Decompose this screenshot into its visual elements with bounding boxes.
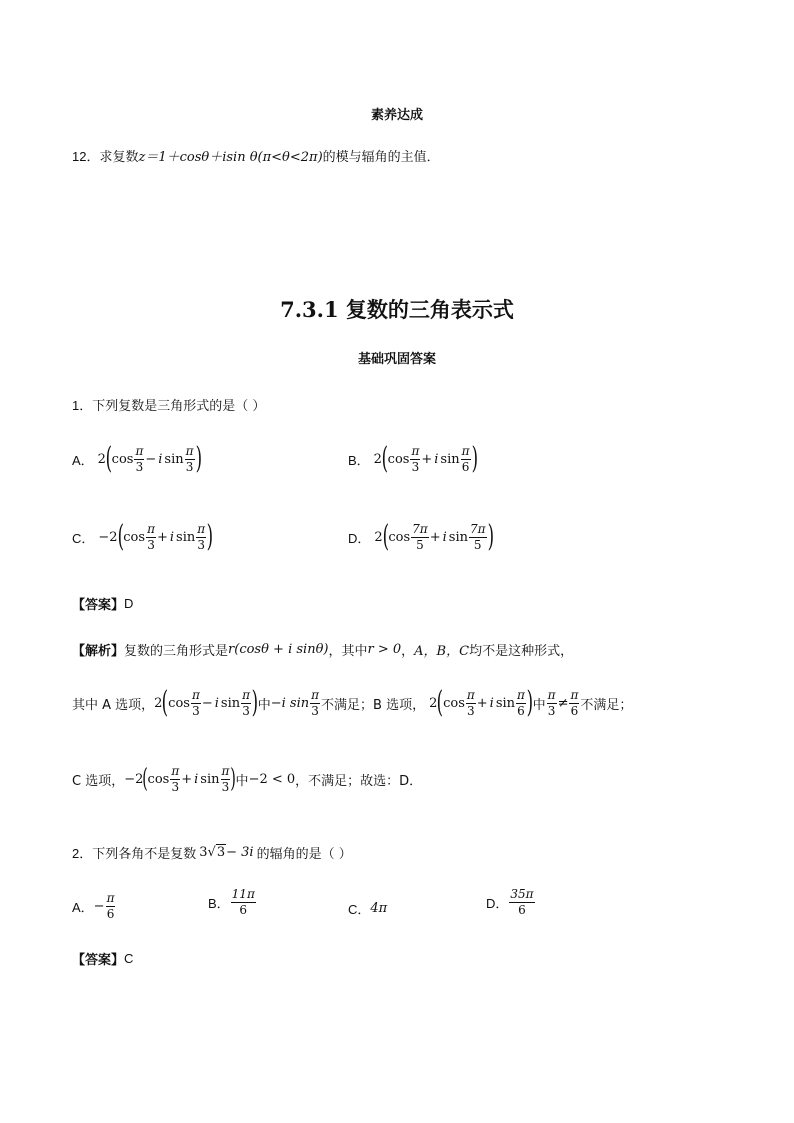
- q2-option-a: [72, 892, 116, 920]
- question-stem: 下列复数是三角形式的是（ ）: [92, 399, 266, 414]
- option-label: C．: [348, 902, 371, 917]
- paren-close: ): [526, 685, 534, 720]
- option-a: A． 2 ( cos $\frac{\pi}{3}$ − i sin $\frac{\pi}{3}$ ): [72, 441, 202, 476]
- question-number: 12．: [72, 149, 100, 164]
- option-c: C． −2 ( cos $\frac{\pi}{3}$ + i sin $\frac{\pi}{3}$ ): [72, 519, 214, 554]
- fraction: $\frac{35\pi}{6}$: [510, 887, 534, 917]
- analysis-text: 其中 A 选项，: [72, 697, 155, 713]
- fraction: $\frac{\pi}{3}$: [197, 521, 206, 552]
- option-sign: −: [93, 898, 105, 914]
- analysis-term: −i sin: [270, 695, 310, 711]
- answer-tag: 【答案】: [72, 598, 125, 613]
- sign: −: [145, 451, 157, 467]
- q2-option-c: [348, 899, 387, 918]
- paren-close: ): [251, 685, 259, 720]
- analysis-line-3: C 选项， −2 ( cos $\frac{\pi}{3}$ + i sin $\frac{\pi}{3}$ ) 中 −2 < 0 ，不满足；故选：D．: [72, 764, 423, 795]
- analysis-text: ，其中: [328, 644, 368, 659]
- question-2: [72, 843, 352, 862]
- paren-open: (: [117, 519, 124, 554]
- paren-close: ): [195, 441, 202, 476]
- analysis-text: C 选项，: [72, 773, 125, 789]
- question-text-post: 的模与辐角的主值．: [322, 150, 440, 165]
- option-label: B．: [348, 452, 370, 468]
- analysis-line-1: [72, 640, 573, 659]
- option-coef: 2: [97, 451, 106, 467]
- option-coef: 2: [373, 451, 382, 467]
- fraction: $\frac{\pi}{3}$: [242, 687, 251, 718]
- analysis-text: 中: [257, 697, 271, 713]
- paren-open: (: [381, 441, 389, 476]
- formula-coef: 3: [199, 845, 208, 860]
- question-stem: 的辐角的是（ ）: [256, 847, 352, 862]
- option-label: A．: [72, 452, 94, 468]
- fraction: $\frac{11\pi}{6}$: [231, 887, 255, 917]
- analysis-text: ，: [401, 644, 415, 659]
- option-label: C．: [72, 530, 95, 546]
- sqrt-symbol: √3: [207, 845, 226, 860]
- answer-value: D: [124, 596, 134, 611]
- paren-close: ): [487, 519, 494, 554]
- fraction: $\frac{\pi}{3}$: [547, 687, 556, 718]
- paren-open: (: [437, 685, 444, 720]
- sign: +: [421, 451, 433, 467]
- fraction: $\frac{\pi}{3}$: [147, 521, 155, 552]
- fraction: $\frac{\pi}{3}$: [191, 687, 200, 718]
- paren-close: ): [230, 764, 237, 795]
- paren-open: (: [105, 441, 113, 476]
- q2-option-d: [486, 888, 536, 916]
- answer-1: [72, 594, 133, 613]
- fraction: $\frac{\pi}{6}$: [570, 687, 579, 718]
- fraction: $\frac{\pi}{3}$: [171, 764, 180, 794]
- answer-tag: 【答案】: [72, 953, 125, 968]
- analysis-condition: −2 < 0: [248, 771, 296, 787]
- question-text-pre: 求复数: [99, 150, 139, 165]
- option-value: 4π: [370, 901, 388, 916]
- analysis-text: 复数的三角形式是: [124, 644, 229, 659]
- analysis-text: ，不满足；故选：D．: [295, 773, 423, 789]
- option-label: D．: [486, 895, 509, 911]
- section-heading: 素养达成: [370, 108, 423, 123]
- question-12: [72, 146, 440, 165]
- question-1: [72, 395, 265, 414]
- option-coef: −2: [98, 529, 118, 545]
- analysis-line-2: 其中 A 选项， 2 ( cos $\frac{\pi}{3}$ − i sin $\frac{\pi}{3}$ ) 中 −i sin $\frac{\pi}{3}$ 不满足；B 选项， 2 ( cos $\frac{\pi}{3}$ + i sin $\frac{\pi}{6}$ ) 中 $\frac{\pi}{3}$ ≠ $\frac{\pi}{6}$ 不满足；: [72, 685, 633, 720]
- fraction: $\frac{\pi}{3}$: [411, 443, 420, 474]
- answer-2: [72, 949, 133, 968]
- analysis-formula: r(cosθ + i sinθ): [228, 642, 329, 657]
- paren-close: ): [471, 441, 478, 476]
- page-title: 7.3.1 复数的三角表示式: [280, 297, 514, 322]
- question-stem: 下列各角不是复数: [92, 847, 197, 862]
- q2-option-b: [208, 888, 257, 916]
- fraction: $\frac{\pi}{3}$: [135, 443, 144, 474]
- option-label: D．: [348, 530, 371, 546]
- analysis-condition: r > 0: [367, 642, 402, 657]
- option-b: B． 2 ( cos $\frac{\pi}{3}$ + i sin $\frac{\pi}{6}$ ): [348, 441, 478, 476]
- formula-term: − 3i: [226, 845, 254, 860]
- paren-open: (: [382, 519, 389, 554]
- fraction: $\frac{\pi}{6}$: [517, 687, 525, 718]
- paren-open: (: [142, 764, 149, 795]
- analysis-text: 不满足；B 选项，: [321, 697, 426, 713]
- fraction: $\frac{\pi}{3}$: [185, 443, 194, 474]
- analysis-tag: 【解析】: [72, 644, 125, 659]
- sign: +: [156, 529, 168, 545]
- sign: +: [429, 529, 441, 545]
- analysis-text: 不满足；: [580, 697, 633, 713]
- question-number: 1．: [72, 398, 93, 413]
- question-number: 2．: [72, 846, 93, 861]
- neq-symbol: ≠: [557, 695, 569, 711]
- option-coef: 2: [374, 529, 383, 545]
- option-d: D． 2 ( cos $\frac{7\pi}{5}$ + i sin $\frac{7\pi}{5}$ ): [348, 519, 494, 554]
- paren-close: ): [206, 519, 214, 554]
- fraction: $\frac{7\pi}{5}$: [412, 521, 428, 552]
- option-label: B．: [208, 895, 230, 911]
- analysis-options: A，B，C: [414, 644, 470, 659]
- answer-value: C: [124, 951, 134, 966]
- analysis-text: 中: [532, 697, 546, 713]
- analysis-text: 中: [235, 773, 249, 789]
- fraction: $\frac{\pi}{3}$: [311, 687, 320, 718]
- fraction: $\frac{7\pi}{5}$: [469, 521, 486, 552]
- option-label: A．: [72, 899, 94, 915]
- fraction: $\frac{\pi}{6}$: [106, 891, 115, 921]
- paren-open: (: [162, 685, 169, 720]
- fraction: $\frac{\pi}{3}$: [221, 764, 230, 794]
- analysis-text: 均不是这种形式，: [469, 644, 574, 659]
- fraction: $\frac{\pi}{6}$: [461, 443, 470, 474]
- page-subtitle: 基础巩固答案: [357, 352, 436, 367]
- fraction: $\frac{\pi}{3}$: [466, 687, 475, 718]
- question-formula: z＝1＋cosθ＋isin θ(π<θ<2π): [138, 150, 323, 165]
